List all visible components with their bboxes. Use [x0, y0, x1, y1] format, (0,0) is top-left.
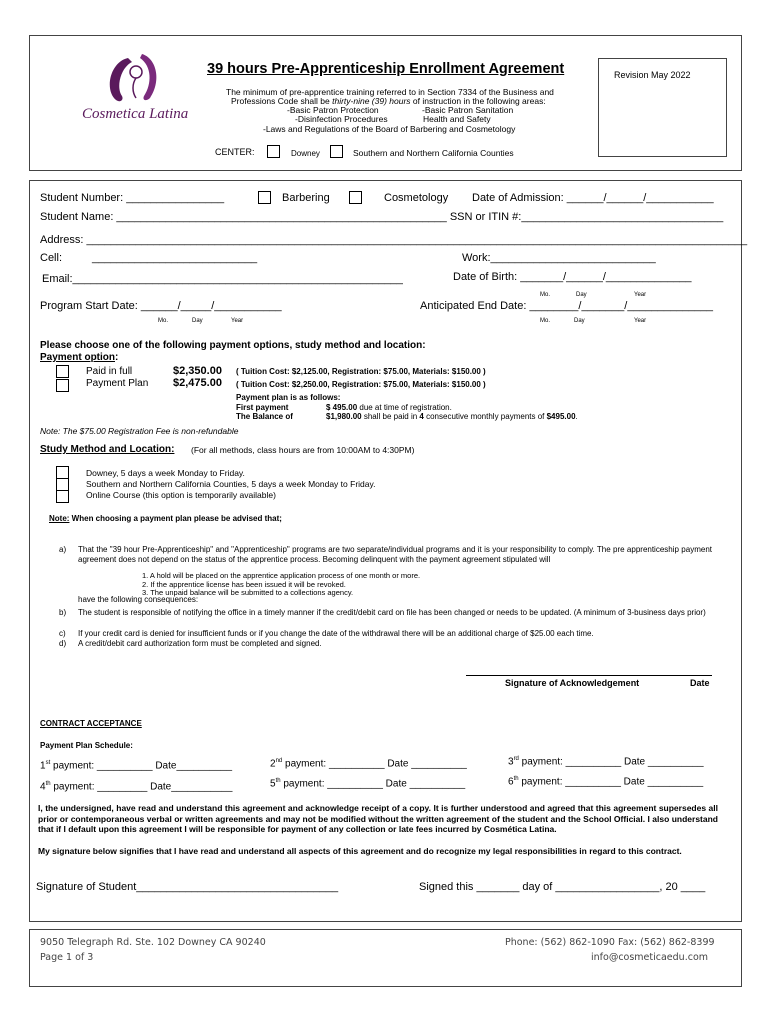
payment-3-field[interactable]	[508, 756, 704, 767]
ack-signature-line[interactable]	[466, 675, 712, 676]
area-laws: -Laws and Regulations of the Board of Barbering and Cosmetology	[263, 124, 516, 134]
first-payment-detail	[326, 403, 452, 412]
footer-page: Page 1 of 3	[40, 952, 94, 963]
payment-4-num: 4	[40, 781, 46, 793]
payment-option-text: Payment option	[40, 352, 116, 363]
term-d-text: A credit/debit card authorization form must be completed and signed.	[78, 639, 322, 648]
dob-field[interactable]: Date of Birth: _______/______/______________	[453, 271, 692, 283]
term-b-label: b)	[59, 608, 67, 617]
center-counties-label: Southern and Northern California Counties	[353, 148, 514, 158]
end-year-hint: Year	[634, 318, 647, 324]
term-a-text: That the "39 hour Pre-Apprenticeship" and "Apprenticeship" programs are two separate/individual programs and it is your responsibility to comply. The pre apprenticeship payment agreement does not depend on the status of the apprentice process. Becoming delinquent with the payment agreement stipulated will	[78, 545, 712, 564]
start-mo-hint: Mo.	[158, 318, 169, 324]
first-payment-label: First payment	[236, 403, 289, 412]
payment-1-field[interactable]	[40, 760, 232, 771]
payment-2-num: 2	[270, 758, 276, 770]
center-downey-checkbox[interactable]	[267, 145, 280, 158]
cosmetology-checkbox[interactable]	[349, 191, 362, 204]
payment-option-label	[40, 352, 118, 363]
term-a-sub3: 3. The unpaid balance will be submitted to a collections agency.	[142, 588, 354, 597]
signed-this-field[interactable]: Signed this _______ day of _________________, 20 ____	[419, 881, 706, 893]
payment-option-colon: :	[115, 352, 119, 363]
anticipated-end-field[interactable]: Anticipated End Date: ________/_______/______________	[420, 300, 713, 312]
ack-date-label: Date	[690, 678, 710, 688]
dob-day-hint: Day	[576, 292, 587, 298]
balance-period: .	[575, 412, 578, 421]
term-a-sub2: 2. If the apprentice license has been issued it will be revoked.	[142, 580, 346, 589]
center-label: CENTER:	[215, 147, 255, 157]
payment-5-num: 5	[270, 778, 276, 790]
study-heading-note: (For all methods, class hours are from 10:00AM to 4:30PM)	[191, 445, 415, 455]
balance-count: 4	[419, 412, 424, 421]
term-b-text: The student is responsible of notifying the office in a timely manner if the credit/debit card on file has been changed or needs to be updated. (A minimum of 3-business days prior)	[78, 608, 706, 617]
logo-text: Cosmetica Latina	[82, 106, 189, 122]
balance-text: shall be paid in	[361, 412, 420, 421]
payment-6-field[interactable]	[508, 776, 703, 787]
footer-email[interactable]: info@cosmeticaedu.com	[591, 952, 709, 963]
contract-heading: CONTRACT ACCEPTANCE	[40, 719, 142, 728]
payment-plan-label: Payment Plan	[86, 378, 149, 389]
intro-text: of instruction in the following areas:	[410, 96, 546, 106]
study-online-label: Online Course (this option is temporarily available)	[86, 490, 276, 500]
plan-note-text: When choosing a payment plan please be advised that;	[69, 514, 282, 523]
dob-year-hint: Year	[634, 292, 647, 298]
payment-heading: Please choose one of the following payment options, study method and location:	[40, 340, 426, 351]
schedule-label: Payment Plan Schedule:	[40, 741, 133, 750]
study-counties-label: Southern and Northern California Counties, 5 days a week Monday to Friday.	[86, 479, 376, 489]
payment-plan-checkbox[interactable]	[56, 379, 69, 392]
barbering-checkbox[interactable]	[258, 191, 271, 204]
email-field[interactable]: Email:______________________________________________________	[42, 273, 403, 285]
payment-6-text: payment: __________ Date __________	[518, 776, 704, 788]
end-day-hint: Day	[574, 318, 585, 324]
cell-label: Cell:	[40, 252, 63, 264]
payment-1-num: 1	[40, 760, 46, 772]
student-name-field[interactable]: Student Name: ______________________________________________________ SSN or ITIN #:_________________________________	[40, 211, 724, 223]
plan-note	[49, 514, 282, 523]
logo	[80, 50, 200, 130]
term-a-tail: have the following consequences:	[78, 595, 199, 604]
payment-plan-detail: ( Tuition Cost: $2,250.00, Registration: $75.00, Materials: $150.00 )	[236, 380, 486, 389]
payment-5-field[interactable]	[270, 778, 465, 789]
cosmetology-label: Cosmetology	[384, 192, 449, 204]
signifies-text: My signature below signifies that I have read and understand all aspects of this agreement and do recognize my legal responsibilities in regard to this contract.	[38, 846, 682, 856]
payment-3-text: payment: __________ Date __________	[518, 756, 704, 768]
intro-hours: thirty-nine (39) hours	[332, 96, 411, 106]
payment-2-text: payment: __________ Date __________	[282, 758, 467, 770]
ack-signature-label: Signature of Acknowledgement	[505, 678, 640, 688]
revision-label: Revision May 2022	[614, 70, 691, 80]
end-mo-hint: Mo.	[540, 318, 551, 324]
payment-4-field[interactable]	[40, 781, 232, 792]
payment-5-text: payment: __________ Date __________	[280, 778, 466, 790]
admission-date-field[interactable]: Date of Admission: ______/______/___________	[472, 192, 714, 204]
payment-2-field[interactable]	[270, 758, 467, 769]
payment-3-num: 3	[508, 756, 514, 768]
area-patron-protection: -Basic Patron Protection	[287, 105, 379, 115]
paid-in-full-detail: ( Tuition Cost: $2,125.00, Registration: $75.00, Materials: $150.00 )	[236, 367, 486, 376]
term-c-label: c)	[59, 629, 66, 638]
area-health-safety: Health and Safety	[423, 114, 491, 124]
payment-4-text: payment: _________ Date___________	[50, 781, 233, 793]
center-downey-label: Downey	[291, 149, 320, 158]
payment-4-sup: th	[45, 781, 51, 787]
plan-follows-label: Payment plan is as follows:	[236, 393, 341, 402]
payment-5-sup: th	[275, 778, 281, 784]
term-c-text: If your credit card is denied for insufficient funds or if you change the date of the withdrawal there will be an additional charge of $25.00 each time.	[78, 629, 594, 638]
center-counties-checkbox[interactable]	[330, 145, 343, 158]
student-number-field[interactable]: Student Number: ________________	[40, 192, 225, 204]
paid-in-full-label: Paid in full	[86, 366, 133, 377]
first-payment-text: due at time of registration.	[357, 403, 452, 412]
footer-phone: Phone: (562) 862-1090 Fax: (562) 862-8399	[505, 937, 715, 948]
balance-amount: $1,980.00	[326, 412, 362, 421]
agreement-text: I, the undersigned, have read and understand this agreement and acknowledge receipt of a copy. It is further understood and agreed that this agreement supersedes all prior or contemporaneous verbal or written agreements and may not be modified without the written agreement of the student and the School Official. I also understand that if I default upon this agreement I will be responsible for payment of any collection or late fees incurred by Cosmética Latina.	[38, 803, 718, 834]
dob-mo-hint: Mo.	[540, 292, 551, 298]
study-downey-label: Downey, 5 days a week Monday to Friday.	[86, 468, 245, 478]
term-d-label: d)	[59, 639, 67, 648]
intro-text: Professions Code shall be	[231, 96, 333, 106]
work-field[interactable]: Work:___________________________	[462, 252, 656, 264]
balance-monthly: $495.00	[546, 412, 576, 421]
program-start-field[interactable]: Program Start Date: ______/_____/___________	[40, 300, 282, 312]
term-a-sub1: 1. A hold will be placed on the apprentice application process of one month or more.	[142, 571, 421, 580]
start-year-hint: Year	[231, 318, 244, 324]
balance-detail	[326, 412, 578, 421]
balance-text: consecutive monthly payments of	[423, 412, 547, 421]
area-patron-sanitation: -Basic Patron Sanitation	[422, 105, 514, 115]
footer-address: 9050 Telegraph Rd. Ste. 102 Downey CA 90240	[40, 937, 266, 948]
payment-2-sup: nd	[275, 758, 283, 764]
registration-note: Note: The $75.00 Registration Fee is non-refundable	[40, 426, 239, 436]
start-day-hint: Day	[192, 318, 203, 324]
paid-in-full-checkbox[interactable]	[56, 365, 69, 378]
balance-label: The Balance of	[236, 412, 293, 421]
term-a-label: a)	[59, 545, 67, 554]
study-heading: Study Method and Location:	[40, 444, 175, 455]
logo-mark-icon	[80, 50, 200, 110]
payment-plan-amount: $2,475.00	[173, 377, 222, 389]
study-online-checkbox[interactable]	[56, 490, 69, 503]
payment-6-num: 6	[508, 776, 514, 788]
first-payment-amount: $ 495.00	[326, 403, 358, 412]
payment-6-sup: th	[513, 776, 519, 782]
payment-1-sup: st	[45, 760, 51, 766]
student-signature-field[interactable]: Signature of Student_________________________________	[36, 881, 339, 893]
plan-note-label: Note:	[49, 514, 70, 523]
payment-3-sup: rd	[513, 756, 519, 762]
page-title: 39 hours Pre-Apprenticeship Enrollment Agreement	[207, 61, 565, 77]
payment-1-text: payment: __________ Date__________	[50, 760, 233, 772]
intro-line1: The minimum of pre-apprentice training referred to in Section 7334 of the Business and	[226, 87, 554, 97]
cell-field[interactable]: ___________________________	[92, 252, 258, 264]
paid-in-full-amount: $2,350.00	[173, 365, 222, 377]
address-field[interactable]: Address: ____________________________________________________________________________________________________________	[40, 234, 748, 246]
area-disinfection: -Disinfection Procedures	[295, 114, 388, 124]
barbering-label: Barbering	[282, 192, 330, 204]
